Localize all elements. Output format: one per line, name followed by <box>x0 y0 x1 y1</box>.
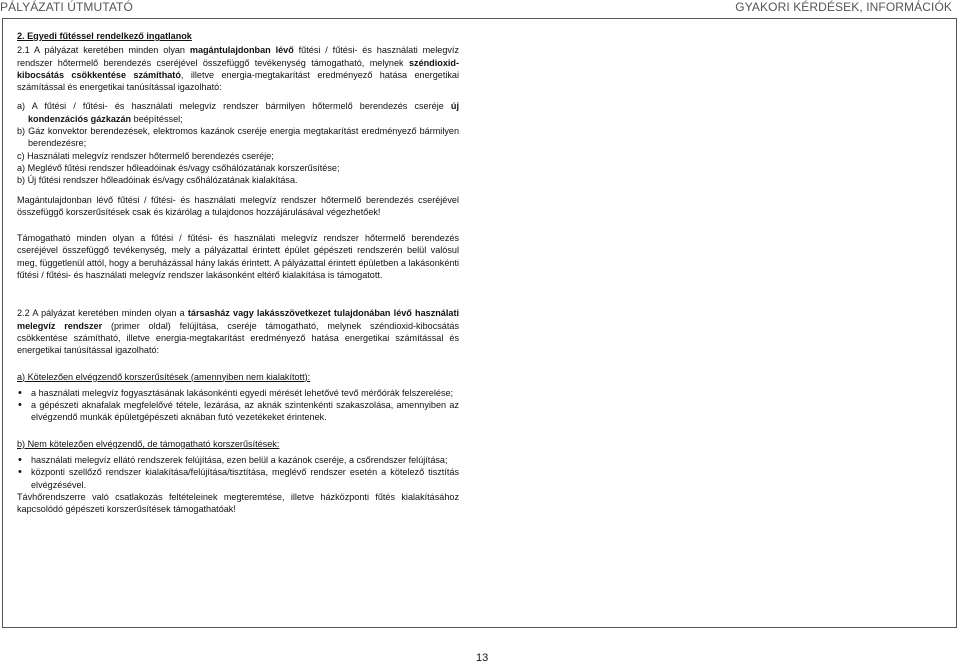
paragraph-district-heating: Távhőrendszerre való csatlakozás feltételeinek megteremtése, illetve házközponti fűtés kialakításához kapcsolódó gépészeti korszerűsítések támogathatóak! <box>17 491 459 515</box>
text-run: beépítéssel; <box>131 113 183 124</box>
header-left: PÁLYÁZATI ÚTMUTATÓ <box>0 0 133 14</box>
section-number: 2.1 <box>17 45 30 56</box>
list-item-b: b) Gáz konvektor berendezések, elektromos kazánok cseréje energia megtakarítást eredményező bármilyen berendezésre; <box>17 126 459 149</box>
section-number: 2.2 <box>17 308 30 319</box>
header-right: GYAKORI KÉRDÉSEK, INFORMÁCIÓK <box>735 0 952 14</box>
list-item: • a használati melegvíz fogyasztásának lakásonkénti egyedi mérését lehetővé tevő mérőórák felszerelése; <box>31 387 459 399</box>
text-run: a) A fűtési / fűtési- és használati melegvíz rendszer bármilyen hőtermelő berendezés cseréje <box>17 101 451 112</box>
list-item: • a gépészeti aknafalak megfelelővé tétele, lezárása, az aknák szintenkénti szakaszolása, amennyiben az elvégzendő munkák épületgépészeti aknában futó vezetékeket érintenek. <box>31 399 459 424</box>
paragraph-supported: Támogatható minden olyan a fűtési / fűtési- és használati melegvíz rendszer hőtermelő berendezés cseréjével összefüggő tevékenység, mely a pályázattal érintett épület gépészeti rendszerén belül valósul meg, függetlenül attól, hogy a beruházással hány lakás érintett. A pályázattal érintett épületben a lakásonkénti fűtési / fűtési- és használati melegvíz rendszer lakásonként eltérő kialakítása is támogatott. <box>17 233 459 281</box>
text-run: , illetve energia-megtakarítást eredményező hatása energetikai számítással és energetikai tanúsítással igazolható: <box>17 69 459 93</box>
optional-list <box>17 454 459 491</box>
list-item-a <box>17 100 459 125</box>
bold-run: új kondenzációs gázkazán <box>28 101 459 124</box>
text-run: fűtési / fűtési- és használati melegvíz rendszer hőtermelő berendezés cseréjével összefüggő tevékenység támogatható, melynek <box>17 45 459 68</box>
section-title: 2. Egyedi fűtéssel rendelkező ingatlanok <box>17 31 192 41</box>
page-number: 13 <box>476 652 489 664</box>
bold-run: magántulajdonban lévő <box>189 45 294 56</box>
text-run: (primer oldal) felújítása, cseréje támogatható, melynek széndioxid-kibocsátás csökkentése számítható, illetve energia-megtakarítást eredményező hatása energetikai számítással és energetikai tanúsítással igazolható: <box>17 320 459 356</box>
paragraph-2-1 <box>17 44 459 93</box>
paragraph-ownership: Magántulajdonban lévő fűtési / fűtési- és használati melegvíz rendszer hőtermelő berendezés cseréjével összefüggő korszerűsítések csak és kizárólag a tulajdonos hozzájárulásával végezhetőek! <box>17 194 459 217</box>
text-run: A pályázat keretében minden olyan a <box>29 308 188 319</box>
optional-title: b) Nem kötelezően elvégzendő, de támogatható korszerűsítések: <box>17 438 280 449</box>
list-item-a2: a) Meglévő fűtési rendszer hőleadóinak és/vagy csőhálózatának korszerűsítése; <box>17 162 340 173</box>
list-item-b2: b) Új fűtési rendszer hőleadóinak és/vagy csőhálózatának kialakítása. <box>17 175 298 186</box>
document-content <box>17 30 459 516</box>
list-item: • használati melegvíz ellátó rendszerek felújítása, ezen belül a kazánok cseréje, a csőrendszer felújítása; <box>31 454 459 466</box>
paragraph-2-2 <box>17 307 459 356</box>
bold-run: széndioxid-kibocsátás csökkentése számítható <box>17 57 459 80</box>
list-item: • központi szellőző rendszer kialakítása/felújítása/tisztítása, meglévő rendszer esetén a kötelező tisztítás elvégzésével. <box>31 466 459 491</box>
mandatory-title: a) Kötelezően elvégzendő korszerűsítések (amennyiben nem kialakított): <box>17 371 311 382</box>
mandatory-list <box>17 387 459 424</box>
text-run: A pályázat keretében minden olyan <box>29 45 190 56</box>
bold-run: társasház vagy lakásszövetkezet tulajdonában lévő használati melegvíz rendszer <box>17 308 460 331</box>
list-item-c: c) Használati melegvíz rendszer hőtermelő berendezés cseréje; <box>17 150 274 161</box>
